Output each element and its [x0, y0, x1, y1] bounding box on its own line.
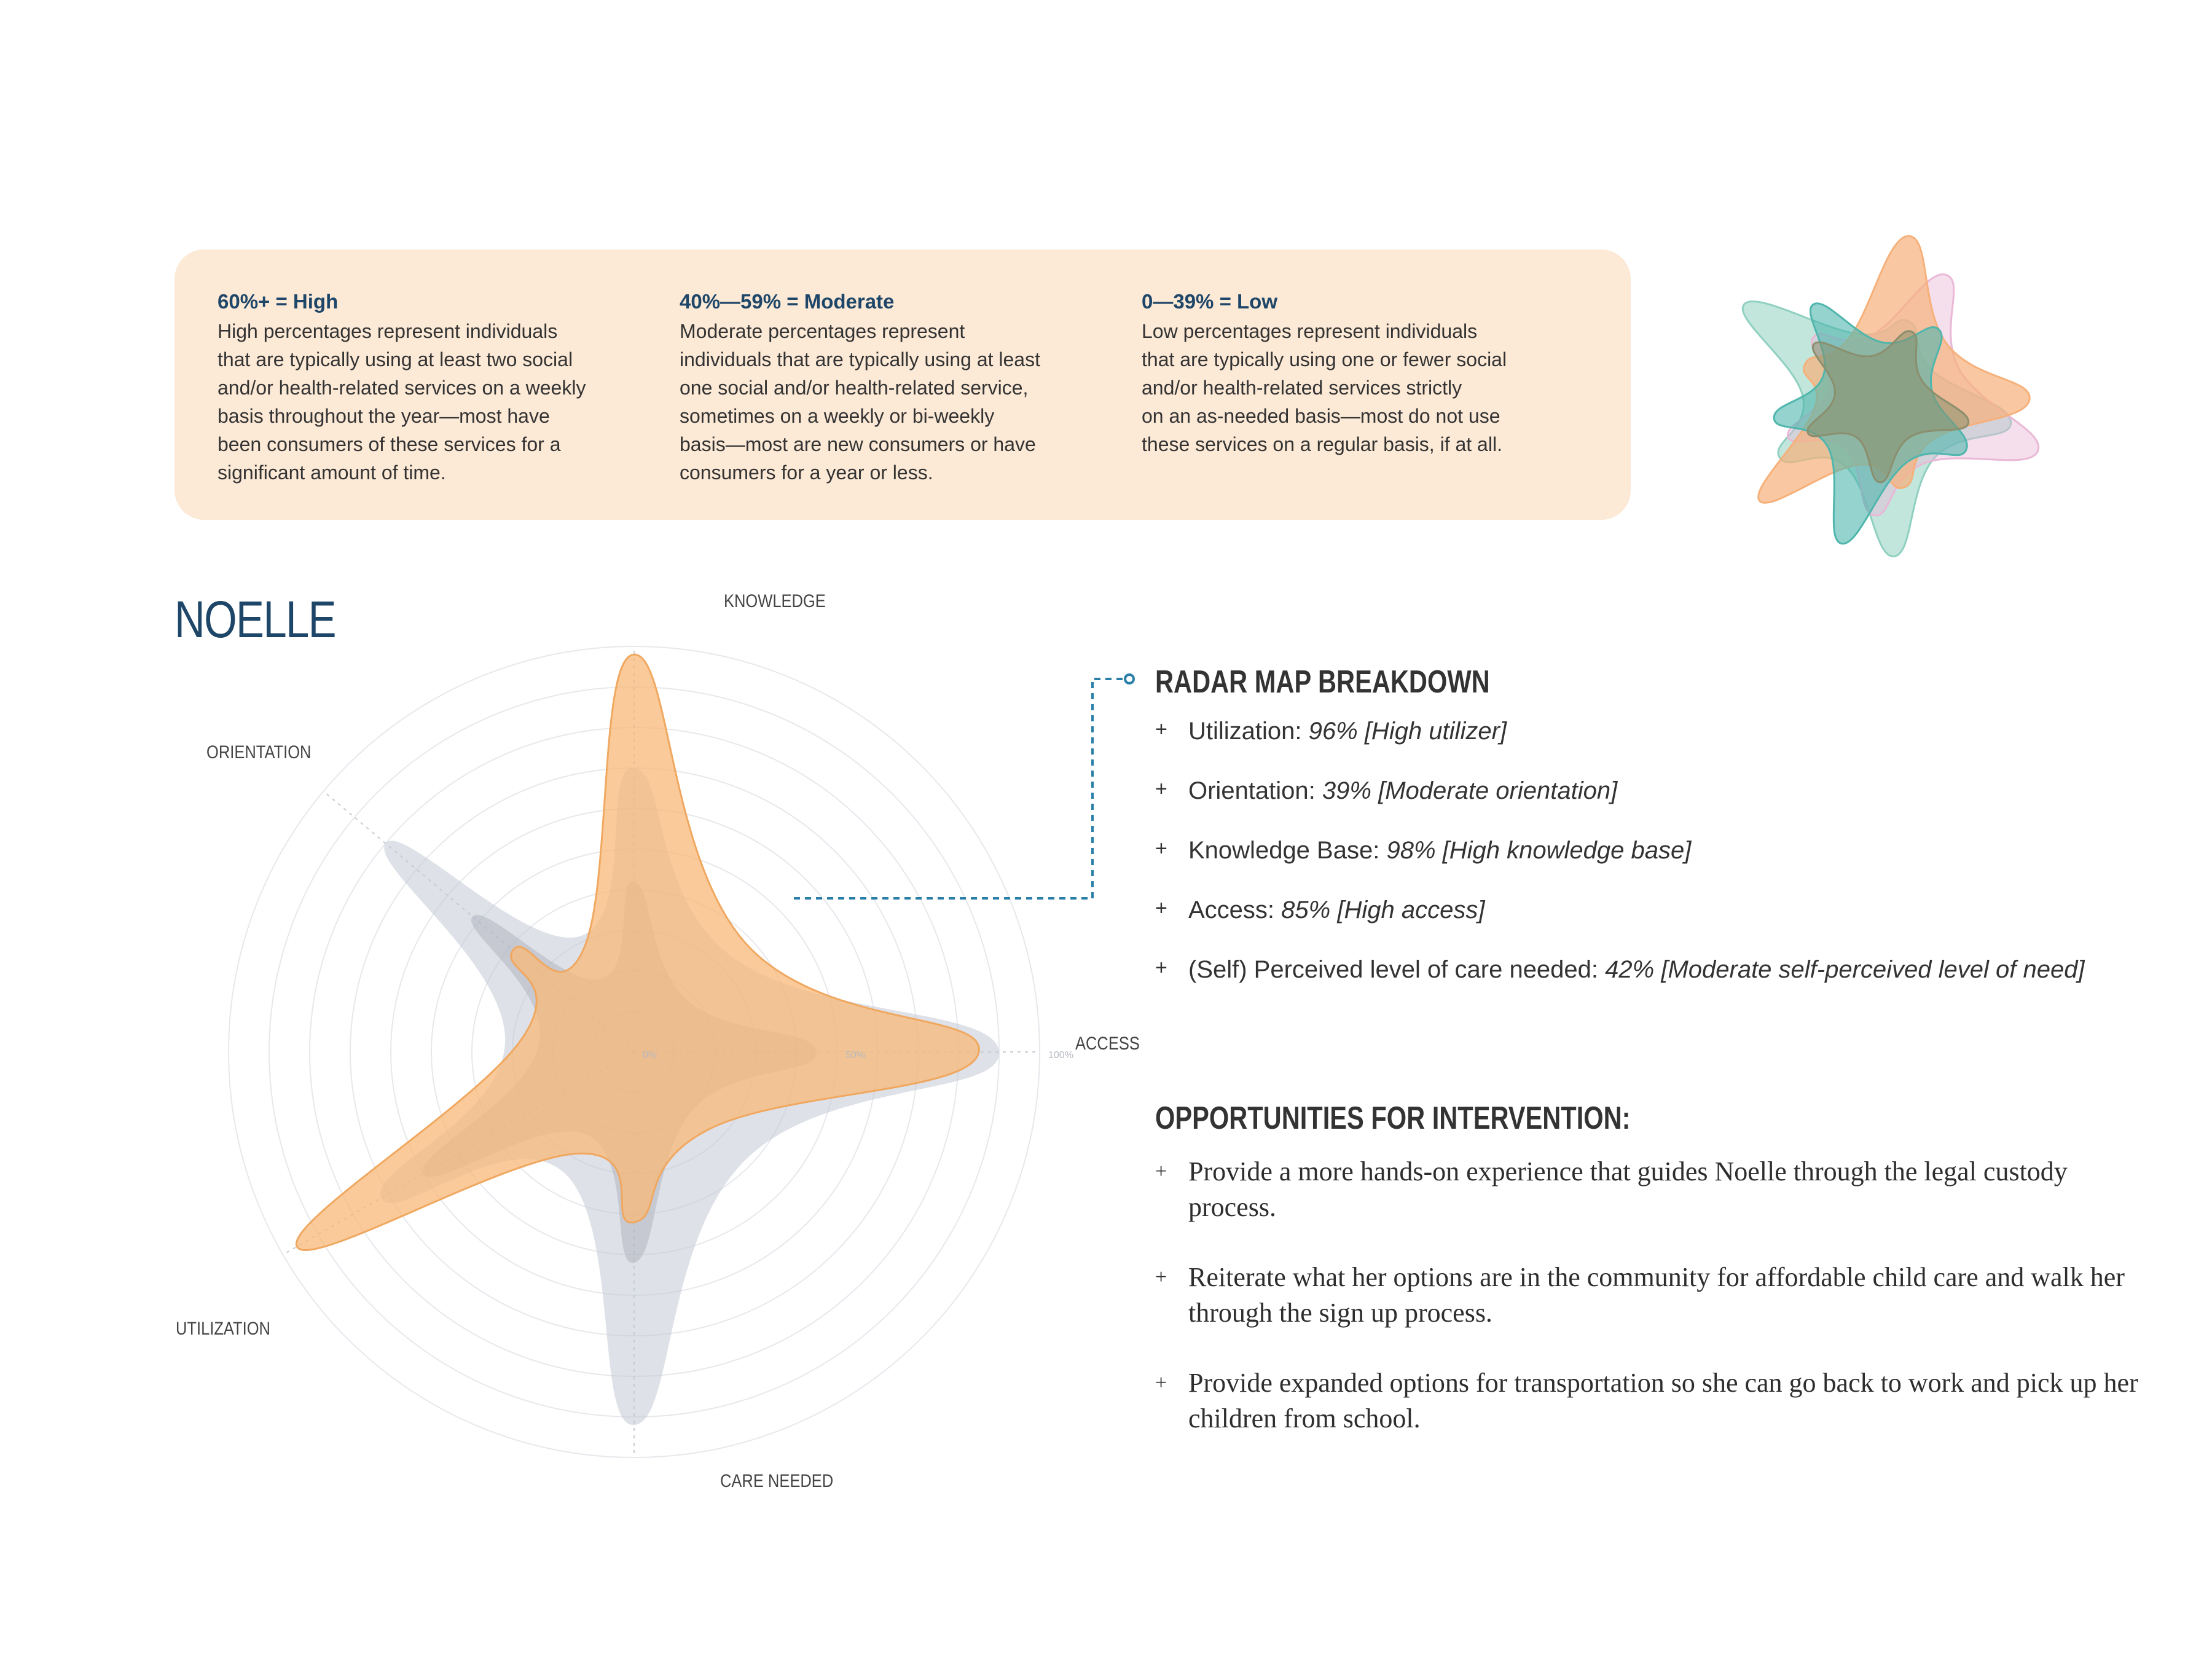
- radar-series-0: [296, 654, 979, 1250]
- opportunity-item: + Provide a more hands-on experience that guides Noelle through the legal custody process.: [1155, 1154, 2138, 1225]
- bullet-plus: +: [1155, 896, 1167, 920]
- opportunities-list: [1155, 1154, 2138, 1471]
- bullet-plus: +: [1155, 1371, 1167, 1394]
- axis-label-access: ACCESS: [1075, 1033, 1140, 1054]
- breakdown-connector: [794, 679, 1126, 898]
- bullet-plus: +: [1155, 1160, 1167, 1183]
- ring-label: 0%: [643, 1050, 657, 1061]
- axis-label-care-needed: CARE NEEDED: [720, 1471, 834, 1491]
- opportunities-title: OPPORTUNITIES FOR INTERVENTION:: [1155, 1100, 1631, 1136]
- connector-dot: [1125, 675, 1134, 683]
- opportunity-item: + Provide expanded options for transportation so she can go back to work and pick up her children from school.: [1155, 1365, 2138, 1437]
- bullet-plus: +: [1155, 1266, 1167, 1288]
- breakdown-item-utilization: + Utilization: 96% [High utilizer]: [1155, 718, 1507, 745]
- ring-label: 50%: [845, 1050, 866, 1061]
- axis-label-knowledge: KNOWLEDGE: [724, 591, 826, 611]
- bullet-plus: +: [1155, 837, 1167, 860]
- breakdown-title: RADAR MAP BREAKDOWN: [1155, 664, 1490, 700]
- legend-moderate-title: 40%—59% = Moderate: [680, 290, 895, 313]
- bullet-plus: +: [1155, 956, 1167, 979]
- person-name: NOELLE: [175, 590, 335, 648]
- axis-label-utilization: UTILIZATION: [176, 1319, 270, 1339]
- breakdown-item-care-needed: + (Self) Perceived level of care needed: 42% [Moderate self-perceived level of need]: [1155, 956, 2085, 983]
- axis-label-orientation: ORIENTATION: [206, 742, 312, 763]
- breakdown-list: [1155, 718, 2085, 1016]
- legend-low-title: 0—39% = Low: [1142, 290, 1277, 313]
- legend-low-text: Low percentages represent individuals that are typically using one or fewer social and/or health-related services strictly on an as-needed basis—most do not use these services on a regular basis, if at all.: [1142, 320, 1507, 455]
- breakdown-item-access: + Access: 85% [High access]: [1155, 896, 1485, 924]
- ring-label: 100%: [1048, 1050, 1073, 1061]
- legend-high-text: High percentages represent individuals that are typically using at least two social and/or health-related services on a weekly basis throughout the year—most have been consumers of these services for a significant amount of time.: [218, 320, 586, 484]
- bullet-plus: +: [1155, 777, 1167, 801]
- breakdown-item-orientation: + Orientation: 39% [Moderate orientation]: [1155, 777, 1618, 804]
- breakdown-item-knowledge: + Knowledge Base: 98% [High knowledge base]: [1155, 837, 1692, 864]
- bullet-plus: +: [1155, 718, 1167, 741]
- legend-moderate-text: Moderate percentages represent individuals that are typically using at least one social and/or health-related service, sometimes on a weekly or bi-weekly basis—most are new consumers or have consumers for a year or less.: [680, 320, 1040, 484]
- legend-high-title: 60%+ = High: [218, 290, 339, 313]
- opportunity-item: + Reiterate what her options are in the community for affordable child care and walk her through the sign up process.: [1155, 1260, 2138, 1331]
